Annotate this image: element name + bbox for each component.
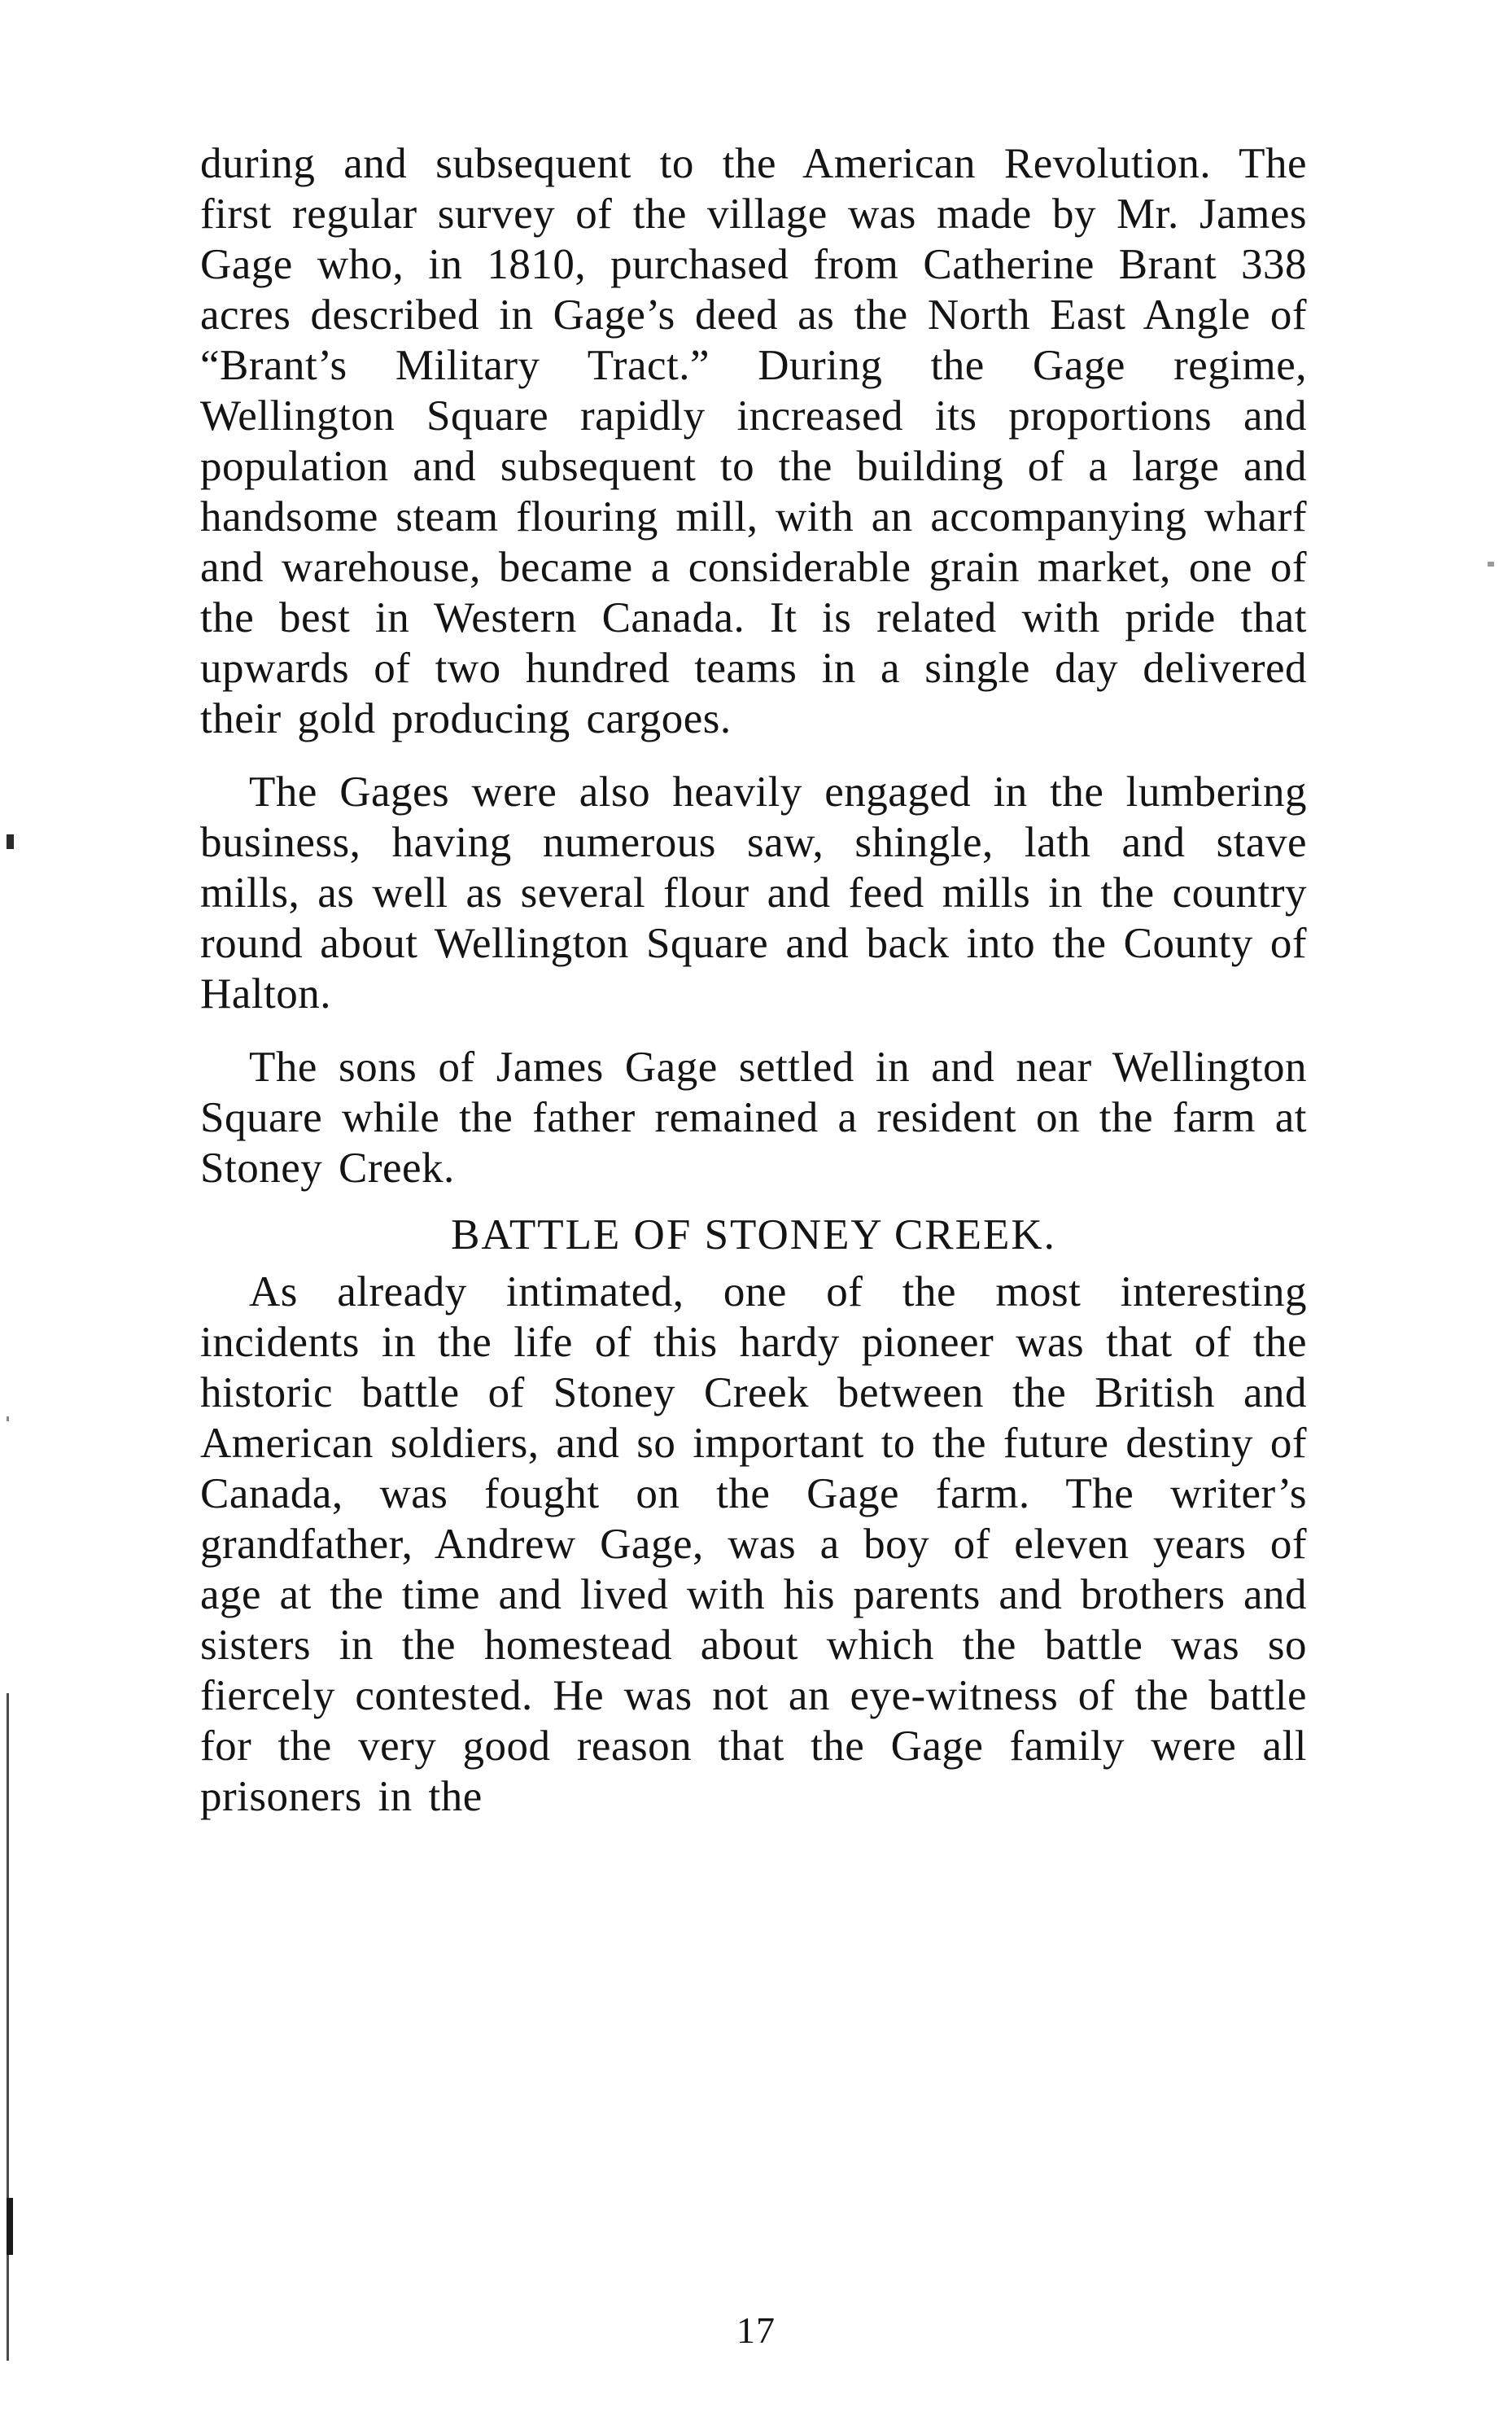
paragraph-lumbering: The Gages were also heavily engaged in the lumbering business, having numerous saw, shingle, lath and stave mills, as well as several flour and feed mills in the country round about Wellington Square and back into the County of Halton. <box>200 768 1307 1018</box>
paragraph-sons: The sons of James Gage settled in and near Wellington Square while the father remained a resident on the farm at Stoney Creek. <box>200 1044 1307 1192</box>
paragraph-continuation: during and subsequent to the American Revolution. The first regular survey of the village was made by Mr. James Gage who, in 1810, purchased from Catherine Brant 338 acres described in Gage’s deed as the North East Angle of “Brant’s Military Tract.” During the Gage regime, Wellington Square rapidly increased its proportions and population and subsequent to the building of a large and handsome steam flouring mill, with an accompanying wharf and warehouse, became a considerable grain market, one of the best in Western Canada. It is related with pride that upwards of two hundred teams in a single day delivered their gold producing cargoes. <box>200 140 1307 742</box>
scan-edge-mark <box>7 1693 9 2361</box>
scan-edge-mark <box>7 1416 9 1421</box>
scan-edge-mark <box>7 834 14 849</box>
text-column <box>200 138 1307 1822</box>
page-number: 17 <box>736 2309 776 2351</box>
scan-edge-mark <box>7 2198 13 2255</box>
paragraph-battle: As already intimated, one of the most interesting incidents in the life of this hardy pioneer was that of the historic battle of Stoney Creek between the British and American soldiers, and so important to the future destiny of Canada, was fought on the Gage farm. The writer’s grandfather, Andrew Gage, was a boy of eleven years of age at the time and lived with his parents and brothers and sisters in the homestead about which the battle was so fiercely contested. He was not an eye-witness of the battle for the very good reason that the Gage family were all prisoners in the <box>200 1268 1307 1820</box>
scan-edge-mark <box>1488 562 1494 567</box>
section-heading: BATTLE OF STONEY CREEK. <box>451 1211 1056 1258</box>
